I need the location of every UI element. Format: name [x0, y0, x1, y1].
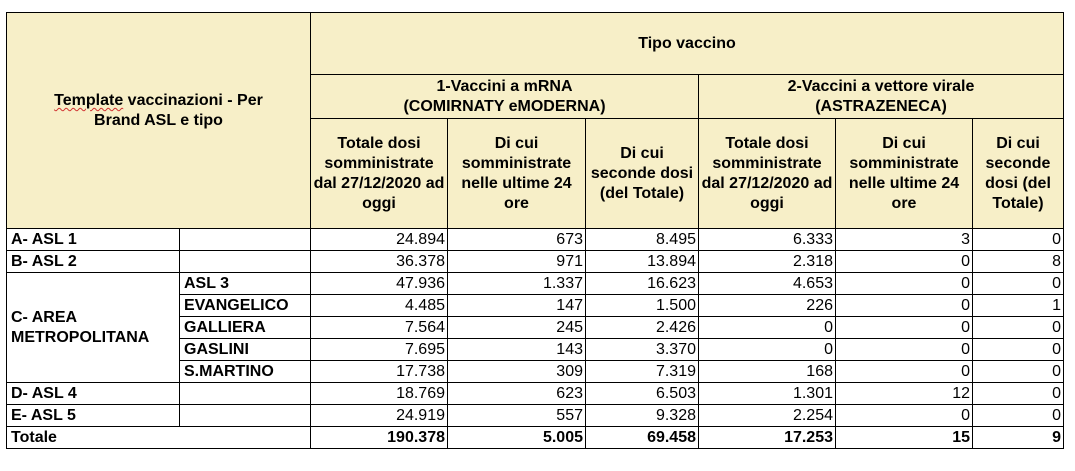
value-cell: 1.500 — [586, 295, 699, 317]
total-value-cell: 17.253 — [699, 427, 836, 449]
metro-label-line2: METROPOLITANA — [11, 328, 150, 346]
sub-label — [180, 229, 311, 251]
value-cell: 6.503 — [586, 383, 699, 405]
group-header-vettore — [699, 75, 1064, 119]
value-cell: 4.653 — [699, 273, 836, 295]
value-cell: 7.564 — [311, 317, 448, 339]
corner-label-line2: Brand ASL e tipo — [94, 112, 223, 129]
total-label: Totale — [7, 427, 311, 449]
value-cell: 0 — [836, 273, 973, 295]
value-cell: 0 — [973, 383, 1064, 405]
value-cell: 7.695 — [311, 339, 448, 361]
total-row — [7, 427, 1064, 449]
value-cell: 0 — [836, 317, 973, 339]
value-cell: 557 — [448, 405, 586, 427]
value-cell: 0 — [973, 229, 1064, 251]
total-value-cell: 9 — [973, 427, 1064, 449]
total-value-cell: 190.378 — [311, 427, 448, 449]
group1-line1: 1-Vaccini a mRNA — [436, 77, 573, 95]
value-cell: 0 — [699, 339, 836, 361]
value-cell: 12 — [836, 383, 973, 405]
value-cell: 0 — [836, 361, 973, 383]
value-cell: 0 — [973, 273, 1064, 295]
value-cell: 0 — [973, 361, 1064, 383]
value-cell: 143 — [448, 339, 586, 361]
value-cell: 1.301 — [699, 383, 836, 405]
value-cell: 226 — [699, 295, 836, 317]
total-value-cell: 5.005 — [448, 427, 586, 449]
value-cell: 623 — [448, 383, 586, 405]
value-cell: 2.318 — [699, 251, 836, 273]
sub-label: GALLIERA — [180, 317, 311, 339]
column-header: Totale dosi somministrate dal 27/12/2020 ad oggi — [311, 119, 448, 229]
value-cell: 0 — [699, 317, 836, 339]
value-cell: 673 — [448, 229, 586, 251]
table-row — [7, 273, 1064, 295]
value-cell: 8 — [973, 251, 1064, 273]
column-header: Totale dosi somministrate dal 27/12/2020 ad oggi — [699, 119, 836, 229]
value-cell: 0 — [973, 317, 1064, 339]
group2-line2: (ASTRAZENECA) — [815, 97, 947, 115]
value-cell: 4.485 — [311, 295, 448, 317]
corner-label-word: Template — [54, 92, 124, 109]
value-cell: 8.495 — [586, 229, 699, 251]
value-cell: 47.936 — [311, 273, 448, 295]
sub-label — [180, 405, 311, 427]
value-cell: 0 — [836, 251, 973, 273]
table-row — [7, 229, 1064, 251]
value-cell: 18.769 — [311, 383, 448, 405]
table-row — [7, 405, 1064, 427]
value-cell: 147 — [448, 295, 586, 317]
value-cell: 1.337 — [448, 273, 586, 295]
value-cell: 7.319 — [586, 361, 699, 383]
value-cell: 245 — [448, 317, 586, 339]
metro-area-label — [7, 273, 180, 383]
value-cell: 309 — [448, 361, 586, 383]
value-cell: 0 — [973, 405, 1064, 427]
table-row — [7, 383, 1064, 405]
sub-label — [180, 383, 311, 405]
value-cell: 17.738 — [311, 361, 448, 383]
value-cell: 168 — [699, 361, 836, 383]
column-header: Di cui seconde dosi (del Totale) — [973, 119, 1064, 229]
sub-label: GASLINI — [180, 339, 311, 361]
table-row — [7, 251, 1064, 273]
value-cell: 36.378 — [311, 251, 448, 273]
sub-label: S.MARTINO — [180, 361, 311, 383]
value-cell: 971 — [448, 251, 586, 273]
area-label: A- ASL 1 — [7, 229, 180, 251]
value-cell: 0 — [836, 339, 973, 361]
value-cell: 24.919 — [311, 405, 448, 427]
vaccination-table — [6, 12, 1064, 449]
area-label: E- ASL 5 — [7, 405, 180, 427]
value-cell: 6.333 — [699, 229, 836, 251]
value-cell: 2.426 — [586, 317, 699, 339]
value-cell: 3.370 — [586, 339, 699, 361]
metro-label-line1: C- AREA — [11, 308, 78, 326]
area-label: B- ASL 2 — [7, 251, 180, 273]
value-cell: 9.328 — [586, 405, 699, 427]
value-cell: 0 — [836, 295, 973, 317]
corner-label-rest: vaccinazioni - Per — [123, 92, 263, 109]
group2-line1: 2-Vaccini a vettore virale — [787, 77, 975, 95]
column-header: Di cui somministrate nelle ultime 24 ore — [448, 119, 586, 229]
column-header: Di cui seconde dosi (del Totale) — [586, 119, 699, 229]
value-cell: 24.894 — [311, 229, 448, 251]
group1-line2: (COMIRNATY eMODERNA) — [403, 97, 606, 115]
sub-label: ASL 3 — [180, 273, 311, 295]
sub-label: EVANGELICO — [180, 295, 311, 317]
column-header: Di cui somministrate nelle ultime 24 ore — [836, 119, 973, 229]
table-corner-label — [7, 13, 311, 229]
value-cell: 2.254 — [699, 405, 836, 427]
value-cell: 0 — [836, 405, 973, 427]
area-label: D- ASL 4 — [7, 383, 180, 405]
total-value-cell: 15 — [836, 427, 973, 449]
value-cell: 13.894 — [586, 251, 699, 273]
value-cell: 1 — [973, 295, 1064, 317]
tipo-vaccino-header: Tipo vaccino — [311, 13, 1064, 75]
value-cell: 3 — [836, 229, 973, 251]
value-cell: 16.623 — [586, 273, 699, 295]
sub-label — [180, 251, 311, 273]
value-cell: 0 — [973, 339, 1064, 361]
total-value-cell: 69.458 — [586, 427, 699, 449]
group-header-mrna — [311, 75, 699, 119]
